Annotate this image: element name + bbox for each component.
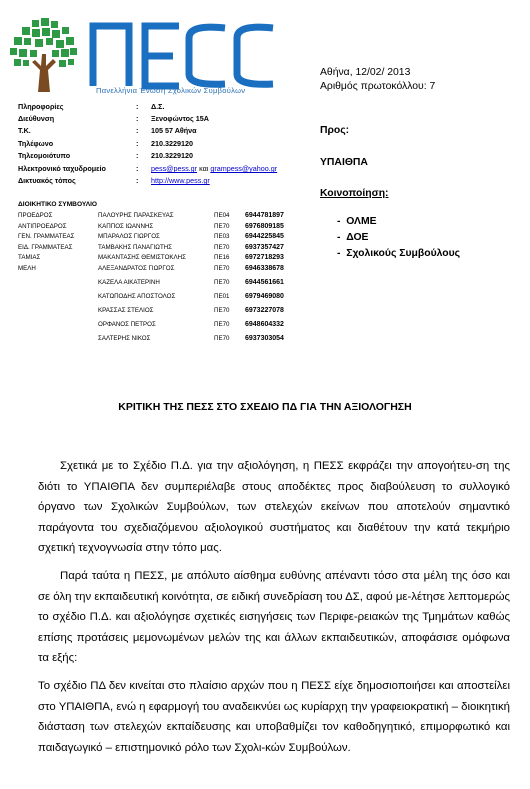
contact-label: Τ.Κ.	[18, 126, 31, 135]
email-link-pess[interactable]: pess@pess.gr	[151, 164, 198, 173]
colon: :	[136, 164, 139, 173]
cc-item-label: ΔΟΕ	[346, 232, 369, 243]
board-role: ΤΑΜΙΑΣ	[18, 254, 41, 261]
board-member-specialty: ΠΕ70	[214, 321, 230, 328]
logo-subtitle: Πανελλήνια Ένωση Σχολικών Συμβούλων	[96, 86, 246, 95]
board-member-name: ΤΑΜΒΑΚΗΣ ΠΑΝΑΓΙΩΤΗΣ	[98, 244, 173, 251]
contact-label: Διεύθυνση	[18, 114, 55, 123]
website-label: Δικτυακός τόπος	[18, 176, 76, 185]
board-member-phone: 6944225845	[245, 233, 284, 240]
date-line: Αθήνα, 12/02/ 2013	[320, 67, 411, 78]
board-member-phone: 6973227078	[245, 307, 284, 314]
dash: -	[337, 216, 341, 227]
contact-value: Ξενοφώντος 15Α	[151, 114, 209, 123]
contact-value: 105 57 Αθήνα	[151, 126, 197, 135]
body-paragraph: Σχετικά με το Σχέδιο Π.Δ. για την αξιολόγηση, η ΠΕΣΣ εκφράζει την απογοήτευ-ση της διότι το ΥΠΑΙΘΠΑ δεν συμπεριέλαβε στους αποδέκτες προς διαβούλευση το συλλογικό όργανο των Σχολικών Συμβούλων, των στελεχών εκείνων που αποτελούν σημαντικό παράγοντα του σχεδιαζόμενου αξιολογικού συστήματος και διαθέτουν την κατά τεκμήριο σχετική τεχνογνωσία στην τόπο μας.	[38, 460, 510, 554]
contact-value: 210.3229120	[151, 151, 193, 160]
colon: :	[136, 151, 139, 160]
body-paragraph: Παρά ταύτα η ΠΕΣΣ, με απόλυτο αίσθημα ευθύνης απέναντι τόσο στα μέλη της όσο και σε όλη την εκπαιδευτική κοινότητα, σε ειδική συνεδρίαση του ΔΣ, αφού με-λέτησε λεπτομερώς το σχέδιο Π.Δ. και αξιολόγησε σχετικές εισηγήσεις των Περιφε-ρειακών της Τμημάτων καθώς επίσης προτάσεις μεμονωμένων μελών της και άλλων εκπαιδευτικών, αποφάσισε ομόφωνα τα εξής:	[38, 570, 510, 664]
board-member-name: ΚΑΖΕΛΑ ΑΙΚΑΤΕΡΙΝΗ	[98, 279, 160, 286]
board-member-specialty: ΠΕ03	[214, 233, 230, 240]
email-and: και	[199, 164, 209, 173]
cc-item-label: ΟΛΜΕ	[346, 216, 377, 227]
board-member-phone: 6937303054	[245, 335, 284, 342]
board-role: ΓΕΝ. ΓΡΑΜΜΑΤΕΑΣ	[18, 233, 75, 240]
protocol-number: Αριθμός πρωτοκόλλου: 7	[320, 81, 436, 92]
tree-logo-icon	[8, 18, 78, 92]
board-member-name: ΜΠΑΡΑΛΟΣ ΓΙΩΡΓΟΣ	[98, 233, 160, 240]
contact-label: Τηλέφωνο	[18, 139, 54, 148]
contact-label: Πληροφορίες	[18, 102, 64, 111]
website-link[interactable]: http://www.pess.gr	[151, 176, 210, 185]
colon: :	[136, 102, 139, 111]
email-links	[151, 164, 277, 173]
cc-item	[337, 248, 460, 259]
board-heading: ΔΙΟΙΚΗΤΙΚΟ ΣΥΜΒΟΥΛΙΟ	[18, 201, 98, 208]
board-member-specialty: ΠΕ70	[214, 335, 230, 342]
board-member-specialty: ΠΕ70	[214, 244, 230, 251]
cc-item-label: Σχολικούς Συμβούλους	[346, 248, 461, 259]
document-title: ΚΡΙΤΙΚΗ ΤΗΣ ΠΕΣΣ ΣΤΟ ΣΧΕΔΙΟ ΠΔ ΓΙΑ ΤΗΝ ΑΞΙΟΛΟΓΗΣΗ	[118, 401, 412, 413]
contact-value: Δ.Σ.	[151, 102, 165, 111]
colon: :	[136, 139, 139, 148]
email-label: Ηλεκτρονικό ταχυδρομείο	[18, 164, 106, 173]
email-link-yahoo[interactable]: grampess@yahoo.gr	[210, 164, 278, 173]
board-member-phone: 6937357427	[245, 244, 284, 251]
colon: :	[136, 126, 139, 135]
board-member-specialty: ΠΕ70	[214, 265, 230, 272]
cc-label: Κοινοποίηση:	[320, 188, 389, 199]
body-paragraph: Το σχέδιο ΠΔ δεν κινείται στο πλαίσιο αρχών που η ΠΕΣΣ είχε δημοσιοποιήσει και αποστείλει στο ΥΠΑΙΘΠΑ, ενώ η εφαρμογή του αναδεικνύει ως κυρίαρχη την γραφειοκρατική – διοικητική διάσταση των στελεχών εκπαίδευσης και υποβαθμίζει τον καθοδηγητικό, επιμορφωτικό και παιδαγωγικό – επιστημονικό ρόλο των Σχολι-κών Συμβούλων.	[38, 680, 510, 754]
contact-label: Τηλεομοιότυπο	[18, 151, 71, 160]
board-member-name: ΚΑΠΠΟΣ ΙΩΑΝΝΗΣ	[98, 223, 154, 230]
contact-value: 210.3229120	[151, 139, 193, 148]
board-role: ΑΝΤΙΠΡΟΕΔΡΟΣ	[18, 223, 67, 230]
board-member-name: ΟΡΦΑΝΟΣ ΠΕΤΡΟΣ	[98, 321, 156, 328]
board-member-phone: 6946338678	[245, 265, 284, 272]
board-member-specialty: ΠΕ16	[214, 254, 230, 261]
board-role: ΠΡΟΕΔΡΟΣ	[18, 212, 53, 219]
board-member-specialty: ΠΕ04	[214, 212, 230, 219]
board-member-name: ΑΛΕΞΑΝΔΡΑΤΟΣ ΓΙΩΡΓΟΣ	[98, 265, 175, 272]
board-member-name: ΜΑΚΑΝΤΑΣΗΣ ΘΕΜΙΣΤΟΚΛΗΣ	[98, 254, 186, 261]
board-member-specialty: ΠΕ70	[214, 223, 230, 230]
dash: -	[337, 248, 341, 259]
board-member-phone: 6944781897	[245, 212, 284, 219]
board-member-name: ΣΑΛΤΕΡΗΣ ΝΙΚΟΣ	[98, 335, 151, 342]
colon: :	[136, 176, 139, 185]
pess-logo-letters	[85, 14, 280, 94]
board-member-name: ΚΑΤΩΠΟΔΗΣ ΑΠΟΣΤΟΛΟΣ	[98, 293, 176, 300]
cc-item	[337, 232, 368, 243]
cc-item	[337, 216, 377, 227]
board-role: ΜΕΛΗ	[18, 265, 36, 272]
to-label: Προς:	[320, 125, 350, 136]
dash: -	[337, 232, 341, 243]
board-member-specialty: ΠΕ70	[214, 307, 230, 314]
board-role: ΕΙΔ. ΓΡΑΜΜΑΤΕΑΣ	[18, 244, 73, 251]
board-member-name: ΠΑΛΟΥΡΗΣ ΠΑΡΑΣΚΕΥΑΣ	[98, 212, 174, 219]
board-member-phone: 6944561661	[245, 279, 284, 286]
to-recipient: ΥΠΑΙΘΠΑ	[320, 157, 368, 168]
board-member-specialty: ΠΕ01	[214, 293, 230, 300]
board-member-specialty: ΠΕ70	[214, 279, 230, 286]
board-member-phone: 6972718293	[245, 254, 284, 261]
colon: :	[136, 114, 139, 123]
board-member-name: ΚΡΑΣΣΑΣ ΣΤΕΛΙΟΣ	[98, 307, 154, 314]
board-member-phone: 6976809185	[245, 223, 284, 230]
board-member-phone: 6979469080	[245, 293, 284, 300]
board-member-phone: 6948604332	[245, 321, 284, 328]
